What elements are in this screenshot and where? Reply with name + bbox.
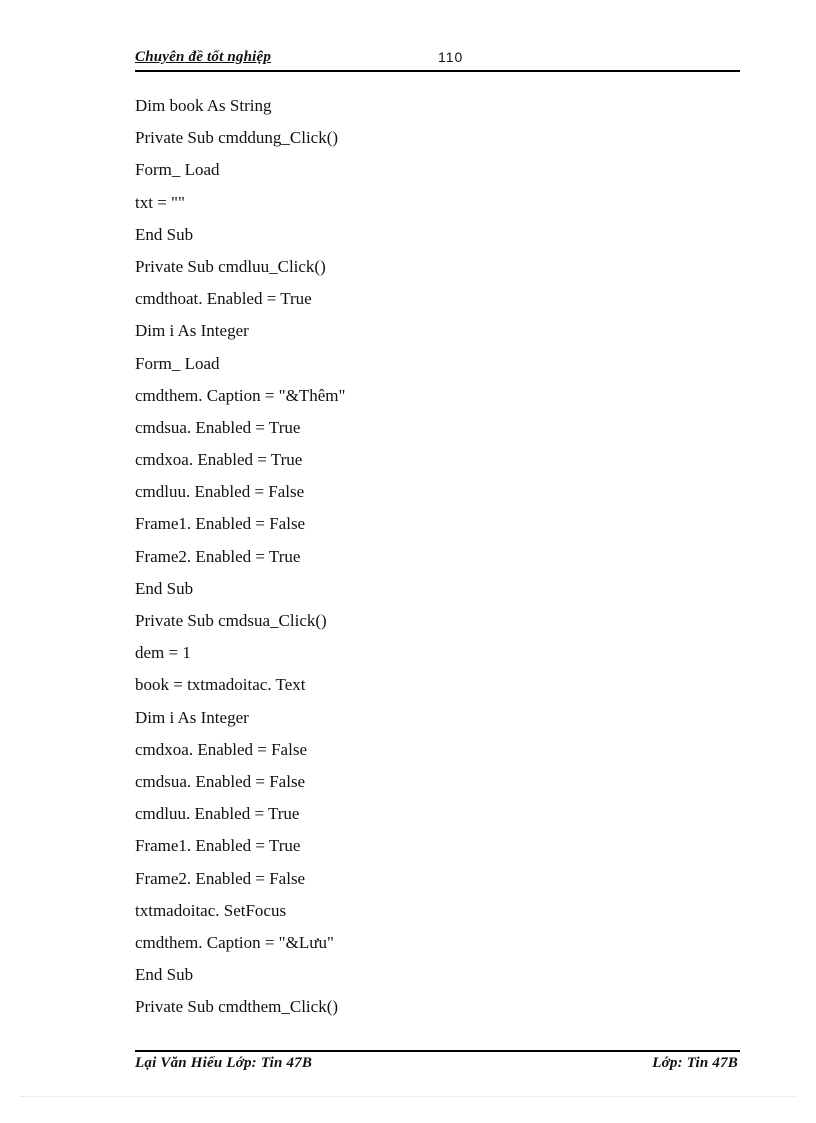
code-line: Private Sub cmdluu_Click() — [135, 256, 326, 276]
code-line: Private Sub cmddung_Click() — [135, 128, 339, 148]
code-line: cmdthem. Caption = "&Lưu" — [135, 932, 334, 952]
code-line: Frame1. Enabled = True — [135, 836, 301, 856]
code-line: End Sub — [135, 965, 194, 985]
code-line: book = txtmadoitac. Text — [135, 675, 306, 695]
header-title: Chuyên đề tốt nghiệp — [135, 49, 272, 65]
code-line: cmdsua. Enabled = True — [135, 417, 301, 437]
footer-class: Lớp: Tin 47B — [652, 1055, 738, 1071]
code-line: End Sub — [135, 224, 194, 244]
code-line: dem = 1 — [135, 643, 191, 663]
code-line: Dim i As Integer — [135, 707, 249, 727]
code-line: cmdxoa. Enabled = False — [135, 739, 307, 759]
code-line: Dim i As Integer — [135, 321, 249, 341]
code-line: Dim book As String — [135, 96, 272, 115]
code-line: txt = "" — [135, 192, 185, 212]
code-line: cmdluu. Enabled = True — [135, 804, 300, 824]
code-line: cmdluu. Enabled = False — [135, 482, 305, 502]
code-line: cmdthoat. Enabled = True — [135, 289, 312, 309]
code-line: End Sub — [135, 578, 194, 598]
code-line: Frame2. Enabled = False — [135, 868, 306, 888]
code-line: cmdsua. Enabled = False — [135, 771, 306, 791]
code-listing — [135, 94, 345, 1027]
code-line: Form_ Load — [135, 353, 220, 373]
footer-author: Lại Văn Hiếu Lớp: Tin 47B — [135, 1055, 313, 1071]
page-number: 110 — [438, 49, 464, 65]
code-line: cmdthem. Caption = "&Thêm" — [135, 385, 346, 405]
page-header — [135, 48, 740, 72]
code-line: Form_ Load — [135, 160, 220, 180]
page-bottom-edge — [20, 1096, 796, 1097]
code-line: Private Sub cmdthem_Click() — [135, 997, 339, 1017]
code-line: Frame1. Enabled = False — [135, 514, 306, 534]
code-line: txtmadoitac. SetFocus — [135, 900, 287, 920]
code-line: cmdxoa. Enabled = True — [135, 450, 303, 470]
code-line: Private Sub cmdsua_Click() — [135, 611, 327, 630]
footer-divider — [135, 1050, 740, 1052]
code-line: Frame2. Enabled = True — [135, 546, 301, 566]
